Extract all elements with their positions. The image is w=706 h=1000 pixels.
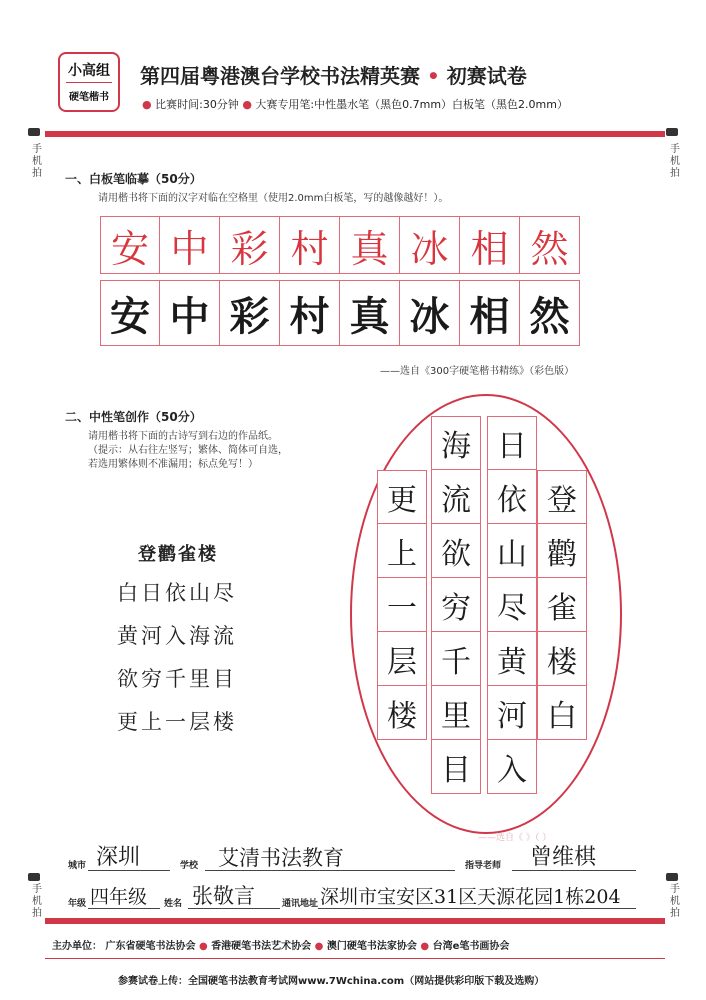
group-badge [58,52,120,112]
name-underline [188,908,280,909]
work-char: 入 [487,740,537,794]
exam-title-sub: 初赛试卷 [446,64,527,88]
work-char: 里 [431,686,481,740]
work-column-4 [377,470,427,740]
exam-subline [142,96,568,112]
separator-dot-icon: ● [314,941,327,952]
organizer: 澳门硬笔书法家协会 [326,941,417,952]
title-dot-icon: • [420,64,447,88]
reference-char: 中 [160,216,220,274]
footer-divider [45,958,665,959]
camera-icon [666,873,678,881]
work-char: 更 [377,470,427,524]
work-char: 流 [431,470,481,524]
camera-icon [28,128,40,136]
work-char: 白 [537,686,587,740]
poem-line: 白日依山尽 [117,581,237,605]
exam-title-main: 第四届粤港澳台学校书法精英赛 [140,64,420,88]
section2-desc-1: 请用楷书将下面的古诗写到右边的作品纸。 [88,431,278,442]
poem-line: 更上一层楼 [117,710,237,734]
address-value: 深圳市宝安区31区天源花园1栋204 [320,886,621,908]
badge-divider [66,82,112,83]
side-label-right: 手机拍 [670,144,680,179]
poem-line: 欲穷千里目 [117,667,237,691]
teacher-value: 曾维棋 [530,845,597,870]
section1-source: ——选自《300字硬笔楷书精练》（彩色版） [380,366,575,377]
school-underline [205,870,455,871]
work-char: 楼 [537,632,587,686]
address-underline [318,908,636,909]
handwritten-char: 真 [340,280,400,346]
handwritten-char: 冰 [400,280,460,346]
work-char: 尽 [487,578,537,632]
side-label-left: 手机拍 [32,144,42,179]
work-char: 欲 [431,524,481,578]
grade-label: 年级 [68,899,87,909]
handwritten-char: 相 [460,280,520,346]
reference-char: 冰 [400,216,460,274]
faint-source-stamp: ——选自《 》（ ） [478,833,552,843]
reference-char: 安 [100,216,160,274]
work-char: 楼 [377,686,427,740]
pen-info: 大赛专用笔:中性墨水笔（黑色0.7mm）白板笔（黑色2.0mm） [255,98,568,111]
work-char: 目 [431,740,481,794]
reference-char: 相 [460,216,520,274]
separator-dot-icon: ● [420,941,433,952]
reference-char: 彩 [220,216,280,274]
work-char: 依 [487,470,537,524]
work-char: 千 [431,632,481,686]
poem-title: 登鹳雀楼 [138,544,218,565]
section2-desc-3: 若选用繁体则不准漏用；标点免写！） [88,459,258,470]
upload-notice: 参赛试卷上传：全国硬笔书法教育考试网www.7Wchina.com（网站提供彩印版下载及选购） [118,976,545,987]
section2-title: 二、中性笔创作（50分） [65,410,202,424]
address-label: 通讯地址 [282,899,319,909]
work-char: 黄 [487,632,537,686]
copy-grid [100,216,580,346]
work-char: 日 [487,416,537,470]
time-info: 比赛时间:30分钟 [155,98,239,111]
work-char: 海 [431,416,481,470]
reference-char: 村 [280,216,340,274]
city-underline [88,870,170,871]
poem-line: 黄河入海流 [117,624,237,648]
camera-icon [666,128,678,136]
work-char: 登 [537,470,587,524]
school-label: 学校 [180,861,199,871]
name-value: 张敬言 [192,884,255,908]
separator-dot-icon: ● [198,941,212,952]
work-char: 河 [487,686,537,740]
teacher-underline [512,870,636,871]
work-char: 雀 [537,578,587,632]
work-column-2 [487,416,537,794]
side-label-right-bottom: 手机拍 [670,884,680,919]
handwritten-char: 安 [100,280,160,346]
school-value: 艾清书法教育 [218,846,344,870]
organizer: 广东省硬笔书法协会 [105,941,196,952]
organizers-label: 主办单位： [52,941,102,952]
work-char: 一 [377,578,427,632]
handwritten-char: 村 [280,280,340,346]
exam-title [140,60,527,89]
work-char: 上 [377,524,427,578]
handwritten-row [100,280,580,346]
handwritten-char: 中 [160,280,220,346]
work-char: 穷 [431,578,481,632]
city-value: 深圳 [96,845,141,870]
section1-title: 一、白板笔临摹（50分） [65,172,202,186]
section1-desc: 请用楷书将下面的汉字对临在空格里（使用2.0mm白板笔，写的越像越好！）。 [98,193,449,204]
organizer: 台湾e笔书画协会 [432,941,510,952]
grade-value: 四年级 [90,886,148,908]
top-divider [45,131,665,137]
reference-row [100,216,580,274]
handwritten-char: 彩 [220,280,280,346]
reference-char: 真 [340,216,400,274]
bottom-divider [45,918,665,924]
organizer: 香港硬笔书法艺术协会 [211,941,312,952]
organizers [52,937,509,952]
work-char: 鹳 [537,524,587,578]
city-label: 城市 [68,861,87,871]
work-column-3 [431,416,481,794]
badge-style-label: 硬笔楷书 [69,92,109,103]
badge-group-label: 小高组 [68,63,110,79]
reference-char: 然 [520,216,580,274]
handwritten-char: 然 [520,280,580,346]
bullet-icon: ● [142,98,156,111]
grade-underline [88,908,160,909]
name-label: 姓名 [164,899,183,909]
section2-desc-2: （提示：从右往左竖写；繁体、简体可自选， [88,445,288,456]
teacher-label: 指导老师 [465,861,502,871]
side-label-left-bottom: 手机拍 [32,884,42,919]
work-column-1 [537,470,587,740]
work-char: 山 [487,524,537,578]
bullet-icon: ● [242,98,256,111]
work-char: 层 [377,632,427,686]
camera-icon [28,873,40,881]
